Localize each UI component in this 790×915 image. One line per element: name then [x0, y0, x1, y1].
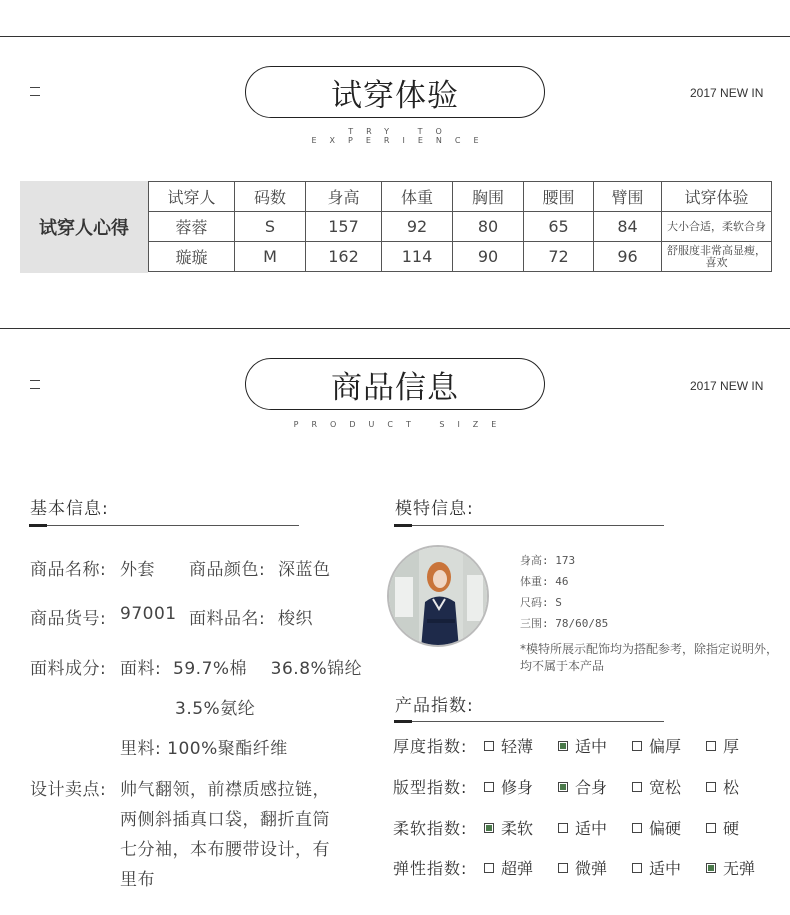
cell: 蓉蓉	[149, 212, 235, 242]
product-name-label: 商品名称:	[30, 560, 107, 580]
table-header-row	[149, 182, 772, 212]
index-option[interactable]: 无弹	[706, 856, 755, 879]
heading-underline	[394, 525, 664, 526]
index-label: 柔软指数:	[393, 819, 468, 838]
selling-point-line: 两侧斜插真口袋，翻折直筒	[120, 810, 330, 830]
new-in-tag: 2017 NEW IN	[690, 379, 764, 393]
checkbox-icon	[632, 782, 642, 792]
cell: 65	[524, 212, 594, 242]
trial-table	[148, 181, 772, 272]
product-index-heading: 产品指数:	[395, 696, 474, 716]
selling-points-label: 设计卖点:	[30, 780, 107, 800]
index-option[interactable]: 适中	[558, 816, 607, 839]
col-header: 试穿人	[149, 182, 235, 212]
cell: 92	[382, 212, 453, 242]
cell: 157	[306, 212, 382, 242]
index-label: 弹性指数:	[393, 859, 468, 878]
model-size: 尺码: S	[520, 596, 562, 609]
checkbox-icon	[632, 823, 642, 833]
cell: 162	[306, 242, 382, 272]
cell: 80	[453, 212, 524, 242]
index-option[interactable]: 松	[706, 775, 739, 798]
cell: 96	[594, 242, 662, 272]
col-header: 身高	[306, 182, 382, 212]
composition-line2: 3.5%氨纶	[175, 699, 256, 719]
cell: 90	[453, 242, 524, 272]
col-header: 试穿体验	[662, 182, 772, 212]
cell: 舒服度非常高显瘦，喜欢	[662, 242, 772, 272]
product-sku-label: 商品货号:	[30, 609, 107, 629]
model-photo	[387, 545, 489, 647]
composition-line1: 面料: 59.7%棉 36.8%锦纶	[120, 659, 363, 679]
checkbox-checked-icon	[558, 741, 568, 751]
top-divider	[0, 36, 790, 37]
heading-underline	[394, 721, 664, 722]
col-header: 胸围	[453, 182, 524, 212]
table-row	[149, 212, 772, 242]
cell: 84	[594, 212, 662, 242]
model-weight: 体重: 46	[520, 575, 569, 588]
section-title-product: 商品信息	[245, 358, 545, 410]
basic-info-heading: 基本信息:	[30, 499, 109, 519]
composition-label: 面料成分:	[30, 659, 107, 679]
product-color-value: 深蓝色	[278, 560, 331, 580]
checkbox-icon	[558, 863, 568, 873]
col-header: 码数	[235, 182, 306, 212]
lining: 里料: 100%聚酯纤维	[120, 739, 288, 759]
checkbox-icon	[558, 823, 568, 833]
checkbox-checked-icon	[484, 823, 494, 833]
fabric-name-label: 面料品名:	[189, 609, 266, 629]
model-info-heading: 模特信息:	[395, 499, 474, 519]
cell: 72	[524, 242, 594, 272]
index-option[interactable]: 合身	[558, 775, 607, 798]
table-row	[149, 242, 772, 272]
selling-point-line: 七分袖，本布腰带设计，有	[120, 840, 330, 860]
checkbox-icon	[706, 823, 716, 833]
selling-point-line: 里布	[120, 870, 155, 890]
index-option[interactable]: 适中	[558, 734, 607, 757]
index-option[interactable]: 修身	[484, 775, 533, 798]
checkbox-icon	[632, 741, 642, 751]
cell: 大小合适，柔软合身	[662, 212, 772, 242]
index-option[interactable]: 偏厚	[632, 734, 681, 757]
checkbox-icon	[484, 863, 494, 873]
model-measurements: 三围: 78/60/85	[520, 617, 609, 630]
index-option[interactable]: 适中	[632, 856, 681, 879]
heading-underline	[29, 525, 299, 526]
menu-icon[interactable]	[30, 87, 40, 96]
checkbox-icon	[484, 782, 494, 792]
product-name-value: 外套	[120, 560, 155, 580]
cell: S	[235, 212, 306, 242]
checkbox-icon	[706, 741, 716, 751]
trial-label: 试穿人心得	[20, 181, 148, 273]
checkbox-icon	[484, 741, 494, 751]
model-note: *模特所展示配饰均为搭配参考，除指定说明外，均不属于本产品	[520, 642, 779, 673]
model-height: 身高: 173	[520, 554, 576, 567]
index-label: 版型指数:	[393, 778, 468, 797]
index-option[interactable]: 微弹	[558, 856, 607, 879]
fabric-name-value: 梭织	[278, 609, 313, 629]
index-option[interactable]: 轻薄	[484, 734, 533, 757]
section-title-trial: 试穿体验	[245, 66, 545, 118]
cell: M	[235, 242, 306, 272]
checkbox-checked-icon	[558, 782, 568, 792]
index-option[interactable]: 厚	[706, 734, 739, 757]
checkbox-icon	[706, 782, 716, 792]
product-color-label: 商品颜色:	[189, 560, 266, 580]
col-header: 腰围	[524, 182, 594, 212]
index-label: 厚度指数:	[393, 737, 468, 756]
index-option[interactable]: 柔软	[484, 816, 533, 839]
index-option[interactable]: 偏硬	[632, 816, 681, 839]
new-in-tag: 2017 NEW IN	[690, 86, 764, 100]
section-subtitle-product: PRODUCT SIZE	[293, 420, 510, 429]
index-option[interactable]: 硬	[706, 816, 739, 839]
cell: 114	[382, 242, 453, 272]
col-header: 臂围	[594, 182, 662, 212]
index-option[interactable]: 宽松	[632, 775, 681, 798]
checkbox-icon	[632, 863, 642, 873]
menu-icon[interactable]	[30, 380, 40, 389]
section-divider	[0, 328, 790, 329]
selling-point-line: 帅气翻领，前襟质感拉链，	[120, 780, 330, 800]
cell: 璇璇	[149, 242, 235, 272]
section-subtitle-trial: TRY TO EXPERIENCE	[311, 127, 492, 145]
product-sku-value: 97001	[120, 604, 177, 624]
checkbox-checked-icon	[706, 863, 716, 873]
col-header: 体重	[382, 182, 453, 212]
index-option[interactable]: 超弹	[484, 856, 533, 879]
